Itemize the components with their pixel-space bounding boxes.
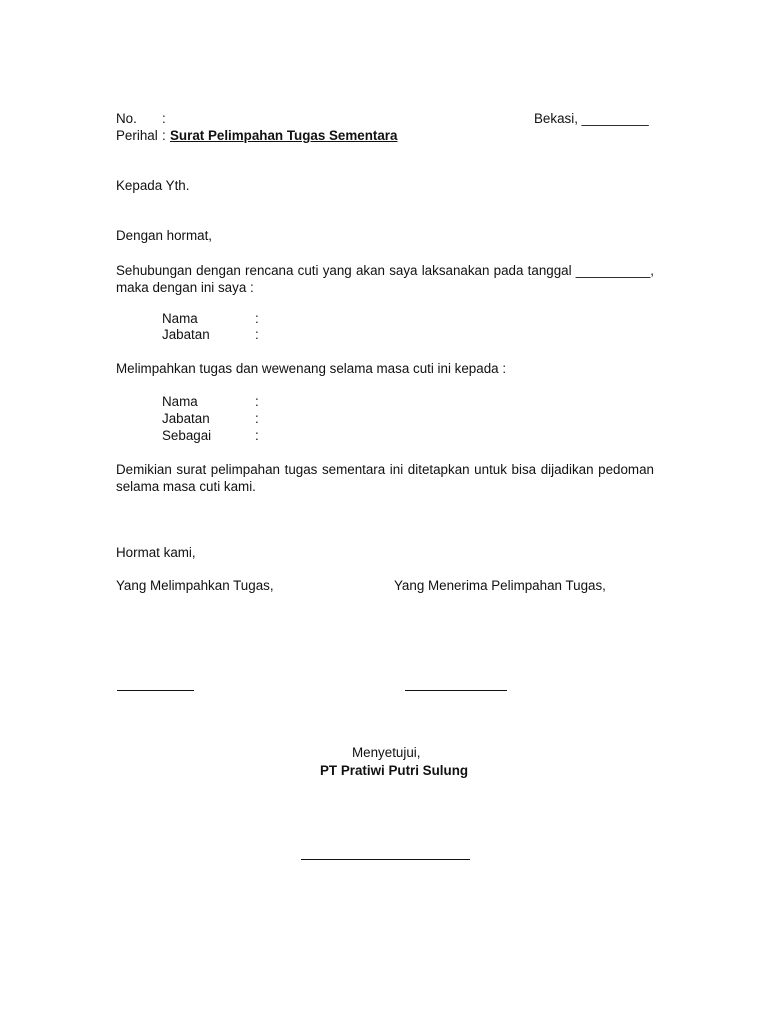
delegate-name-colon: : (255, 394, 259, 409)
perihal-label: Perihal (116, 128, 158, 143)
closing-paragraph (116, 462, 654, 495)
delegate-signature-title: Yang Menerima Pelimpahan Tugas, (394, 578, 606, 593)
no-label: No. (116, 111, 137, 126)
delegator-position-colon: : (255, 327, 259, 342)
perihal-colon: : (162, 128, 166, 143)
closing-line-1: Demikian surat pelimpahan tugas sementara ini ditetapkan untuk bisa dijadikan pedoman (116, 462, 654, 477)
place-date: Bekasi, _________ (534, 111, 649, 126)
approval-label: Menyetujui, (352, 745, 421, 760)
intro-line-1: Sehubungan dengan rencana cuti yang akan saya laksanakan pada tanggal __________, (116, 263, 654, 278)
delegate-role-label: Sebagai (162, 428, 212, 443)
closing-line-2: selama masa cuti kami. (116, 478, 256, 494)
delegate-position-label: Jabatan (162, 411, 210, 426)
intro-paragraph (116, 263, 654, 296)
delegate-role-colon: : (255, 428, 259, 443)
recipient-line: Kepada Yth. (116, 178, 190, 193)
delegate-position-colon: : (255, 411, 259, 426)
no-colon: : (162, 111, 166, 126)
delegator-signature-line (117, 690, 194, 691)
letter-subject: Surat Pelimpahan Tugas Sementara (170, 128, 398, 143)
delegator-signature-title: Yang Melimpahkan Tugas, (116, 578, 274, 593)
delegator-name-colon: : (255, 311, 259, 326)
delegate-name-label: Nama (162, 394, 198, 409)
delegate-signature-line (405, 690, 507, 691)
company-name: PT Pratiwi Putri Sulung (320, 763, 469, 778)
approver-signature-line (301, 859, 470, 860)
delegator-name-label: Nama (162, 311, 198, 326)
delegation-statement: Melimpahkan tugas dan wewenang selama masa cuti ini kepada : (116, 361, 507, 376)
sign-off: Hormat kami, (116, 545, 196, 560)
delegator-position-label: Jabatan (162, 327, 210, 342)
greeting: Dengan hormat, (116, 228, 213, 243)
intro-line-2: maka dengan ini saya : (116, 279, 254, 295)
